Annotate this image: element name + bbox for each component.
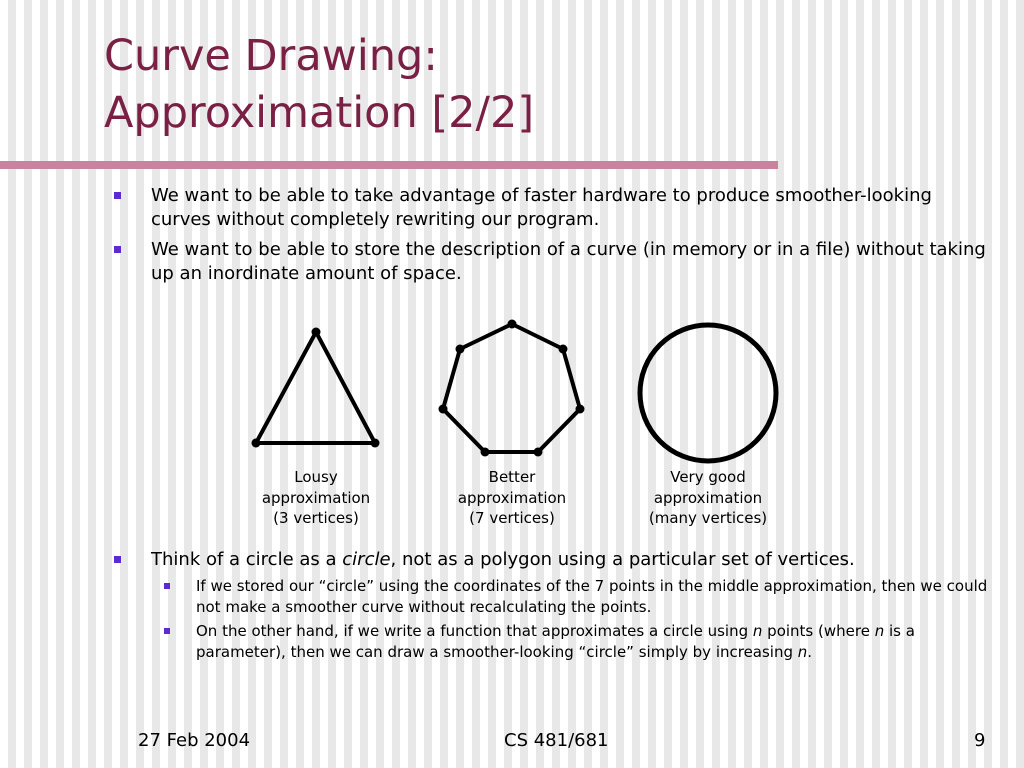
caption-line: (7 vertices) <box>469 509 555 527</box>
caption-line: approximation <box>653 488 763 507</box>
sub-bullet-text-part: points (where <box>762 622 875 640</box>
bullet-text: We want to be able to take advantage of faster hardware to produce smoother-looking curves without completely rewriting our program. <box>151 185 932 230</box>
caption-line: Very good <box>670 468 746 486</box>
caption-line: (3 vertices) <box>273 509 359 527</box>
heptagon-figure <box>439 320 585 457</box>
figure-caption <box>623 467 793 529</box>
variable-n: n <box>797 643 808 661</box>
caption-line: approximation <box>457 488 567 507</box>
footer-date: 27 Feb 2004 <box>138 730 251 751</box>
page-number: 9 <box>974 730 986 751</box>
variable-n: n <box>874 622 885 640</box>
figure-caption <box>427 467 597 529</box>
caption-line: approximation <box>261 488 371 507</box>
caption-line: (many vertices) <box>648 509 768 527</box>
figure-caption <box>231 467 401 529</box>
variable-n: n <box>752 622 763 640</box>
sub-bullet-text-part: is a parameter), then we can draw a smoother-looking “circle” simply by increasing <box>196 622 915 661</box>
bullet-text: We want to be able to store the description of a curve (in memory or in a file) without taking up an inordinate amount of space. <box>151 239 986 284</box>
footer-course: CS 481/681 <box>504 730 609 751</box>
sub-bullet-text-part: . <box>807 643 813 661</box>
triangle-figure <box>252 328 380 448</box>
bullet-text-end: , not as a polygon using a particular set of vertices. <box>390 549 855 570</box>
bullet-emphasis: circle <box>342 549 391 570</box>
sub-bullet-text-part: On the other hand, if we write a function that approximates a circle using <box>196 622 753 640</box>
sub-bullet-text: If we stored our “circle” using the coordinates of the 7 points in the middle approximation, then we could not make a smoother curve without recalculating the points. <box>196 577 988 616</box>
circle-figure <box>640 325 776 461</box>
bullet-text-start: Think of a circle as a <box>151 549 343 570</box>
caption-line: Lousy <box>294 468 338 486</box>
caption-line: Better <box>488 468 536 486</box>
title-line-2: Approximation [2/2] <box>104 88 535 138</box>
title-line-1: Curve Drawing: <box>104 31 438 81</box>
